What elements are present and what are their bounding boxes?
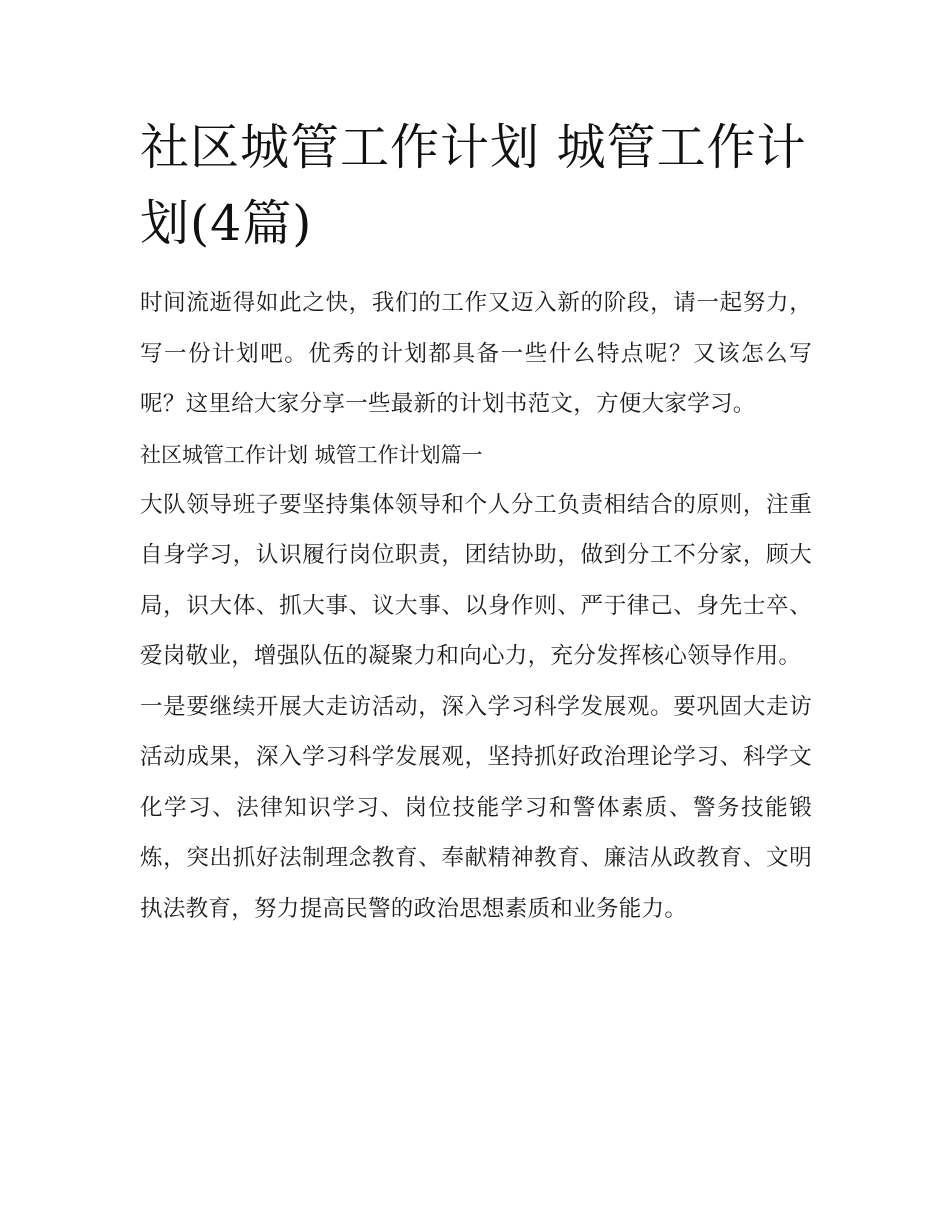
body-paragraph: 大队领导班子要坚持集体领导和个人分工负责相结合的原则，注重自身学习，认识履行岗位职责，团结协助，做到分工不分家，顾大局，识大体、抓大事、议大事、以身作则、严于律己、身先士卒、爱岗敬业，增强队伍的凝聚力和向心力，充分发挥核心领导作用。 (140, 491, 812, 669)
document-body (140, 110, 812, 934)
intro-paragraph: 时间流逝得如此之快，我们的工作又迈入新的阶段，请一起努力，写一份计划吧。优秀的计划都具备一些什么特点呢？又该怎么写呢？这里给大家分享一些最新的计划书范文，方便大家学习。 (140, 290, 812, 417)
body-paragraph: 一是要继续开展大走访活动，深入学习科学发展观。要巩固大走访活动成果，深入学习科学发展观，坚持抓好政治理论学习、科学文化学习、法律知识学习、岗位技能学习和警体素质、警务技能锻炼，突出抓好法制理念教育、奉献精神教育、廉洁从政教育、文明执法教育，努力提高民警的政治思想素质和业务能力。 (140, 693, 812, 922)
document-title: 社区城管工作计划 城管工作计划(4篇) (140, 119, 807, 252)
section-heading: 社区城管工作计划 城管工作计划篇一 (140, 442, 483, 467)
